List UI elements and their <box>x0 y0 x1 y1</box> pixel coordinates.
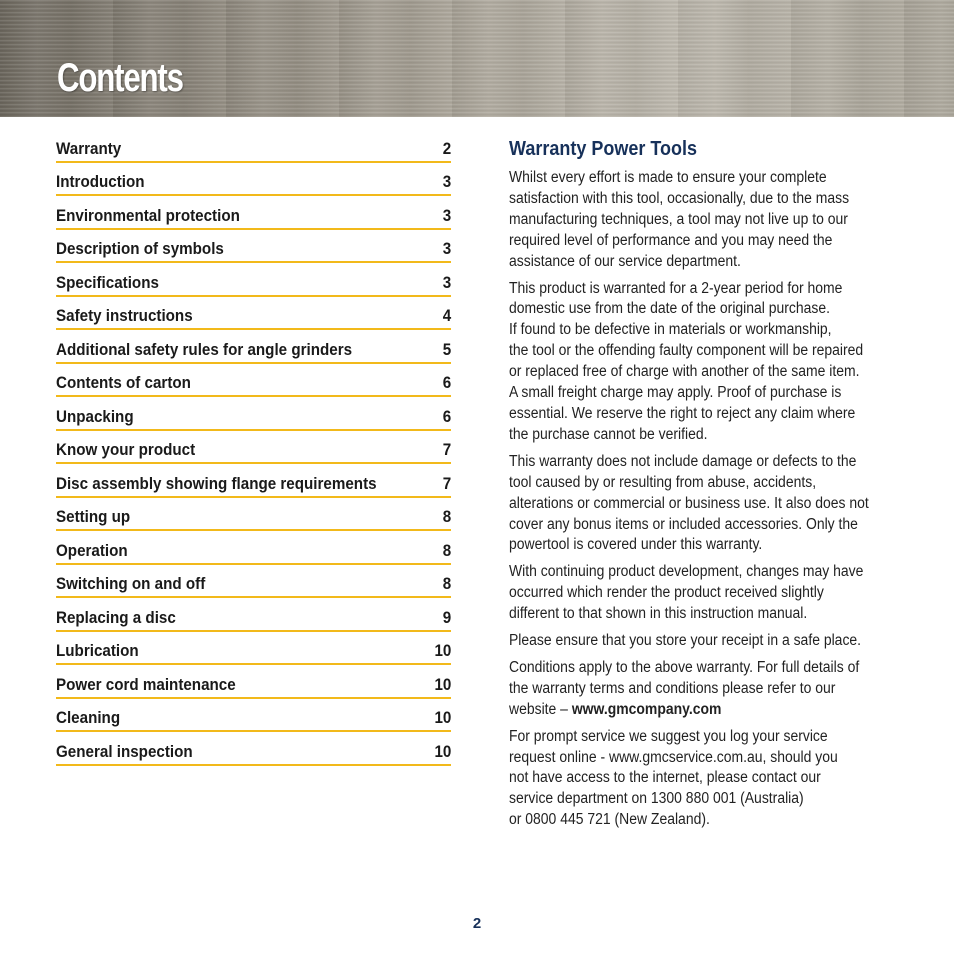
toc-entry-label: Warranty <box>56 139 122 158</box>
page-title: Contents <box>57 56 183 100</box>
toc-entry[interactable] <box>56 531 451 565</box>
toc-entry-page: 8 <box>442 541 451 560</box>
warranty-paragraph: This warranty does not include damage or defects to the tool caused by or resulting from abuse, accidents, alterations or commercial or business use. It also does not cover any bonus items or included accessories. Only the powertool is covered under this warranty. <box>509 452 869 554</box>
warranty-paragraph: This product is warranted for a 2-year period for home domestic use from the date of the original purchase. If found to be defective in materials or workmanship, the tool or the offending faulty component will be repaired or replaced free of charge with another of the same item. A small freight charge may apply. Proof of purchase is essential. We reserve the right to reject any claim where the purchase cannot be verified. <box>509 279 864 443</box>
toc-entry[interactable] <box>56 431 451 465</box>
toc-entry-page: 6 <box>442 374 451 392</box>
toc-entry[interactable] <box>56 732 451 766</box>
table-of-contents <box>56 129 451 766</box>
toc-entry-label: General inspection <box>56 742 193 761</box>
toc-entry-page: 7 <box>442 474 451 493</box>
warranty-paragraph: Whilst every effort is made to ensure your complete satisfaction with this tool, occasionally, due to the mass manufacturing techniques, a tool may not live up to our required level of performance and you may need the assistance of our service department. <box>509 169 850 270</box>
toc-entry-label: Safety instructions <box>56 307 193 325</box>
warranty-paragraph: For prompt service we suggest you log your service request online - www.gmcservice.com.au, should you not have access to the internet, please contact our service department on 1300 880 001 (Australia) or 0800 445 721 (New Zealand). <box>509 727 838 829</box>
header-banner <box>0 0 954 117</box>
toc-entry[interactable] <box>56 330 451 364</box>
toc-entry[interactable] <box>56 129 451 163</box>
toc-entry-page: 3 <box>442 173 451 191</box>
toc-entry[interactable] <box>56 565 451 599</box>
warranty-paragraph: Please ensure that you store your receipt in a safe place. <box>509 632 862 650</box>
toc-entry-label: Setting up <box>56 508 131 526</box>
toc-entry[interactable] <box>56 665 451 699</box>
toc-entry-label: Know your product <box>56 441 196 459</box>
toc-entry-label: Additional safety rules for angle grinders <box>56 340 353 359</box>
toc-entry-page: 5 <box>442 340 451 359</box>
website-link[interactable]: www.gmcompany.com <box>571 700 722 718</box>
toc-entry-label: Unpacking <box>56 407 134 426</box>
toc-entry[interactable] <box>56 364 451 398</box>
toc-entry-label: Power cord maintenance <box>56 675 236 694</box>
page-number: 2 <box>472 915 482 932</box>
toc-entry-page: 6 <box>442 407 451 426</box>
toc-entry-page: 3 <box>442 240 451 258</box>
toc-entry-label: Replacing a disc <box>56 608 176 627</box>
toc-entry-label: Switching on and off <box>56 575 206 593</box>
toc-entry[interactable] <box>56 163 451 197</box>
toc-entry[interactable] <box>56 230 451 264</box>
toc-entry[interactable] <box>56 196 451 230</box>
toc-entry-page: 10 <box>434 742 451 761</box>
toc-entry-page: 3 <box>442 206 451 225</box>
toc-entry[interactable] <box>56 699 451 733</box>
toc-entry[interactable] <box>56 297 451 331</box>
toc-entry-label: Specifications <box>56 273 159 292</box>
warranty-paragraph <box>509 658 905 721</box>
toc-entry-label: Lubrication <box>56 642 139 660</box>
toc-entry-page: 2 <box>442 139 451 158</box>
warranty-heading: Warranty Power Tools <box>509 138 698 160</box>
toc-entry-label: Contents of carton <box>56 374 191 392</box>
toc-entry[interactable] <box>56 464 451 498</box>
toc-entry[interactable] <box>56 263 451 297</box>
toc-entry-label: Disc assembly showing flange requirements <box>56 474 377 493</box>
toc-entry-label: Cleaning <box>56 709 121 727</box>
toc-entry-page: 8 <box>442 508 451 526</box>
toc-entry-label: Environmental protection <box>56 206 240 225</box>
toc-entry-page: 10 <box>434 709 451 727</box>
toc-entry-page: 8 <box>442 575 451 593</box>
toc-entry[interactable] <box>56 598 451 632</box>
toc-entry[interactable] <box>56 632 451 666</box>
toc-entry-page: 10 <box>434 675 451 694</box>
warranty-section <box>509 136 909 837</box>
toc-entry-page: 9 <box>442 608 451 627</box>
toc-entry[interactable] <box>56 397 451 431</box>
toc-entry-page: 10 <box>434 642 451 660</box>
toc-entry-page: 7 <box>442 441 451 459</box>
toc-entry-page: 4 <box>442 307 451 325</box>
warranty-paragraph: With continuing product development, changes may have occurred which render the product received slightly different to that shown in this instruction manual. <box>509 563 864 623</box>
toc-entry-label: Operation <box>56 541 128 560</box>
toc-entry[interactable] <box>56 498 451 532</box>
warranty-conditions-text: Conditions apply to the above warranty. For full details of the warranty terms and conditions please refer to our website – <box>509 658 860 718</box>
toc-entry-label: Description of symbols <box>56 240 224 258</box>
toc-entry-page: 3 <box>442 273 451 292</box>
toc-entry-label: Introduction <box>56 173 145 191</box>
